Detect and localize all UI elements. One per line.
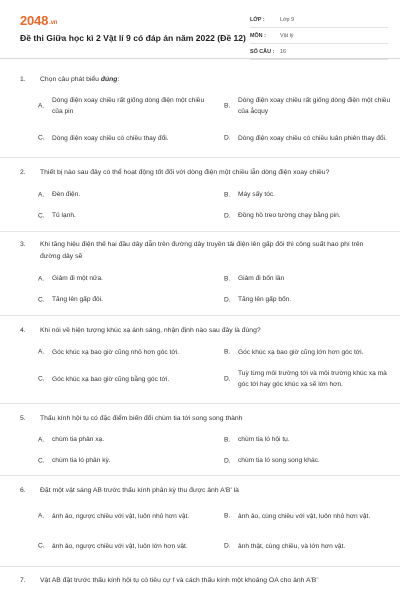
- option-text: Dòng điện xoay chiều rất giống dòng điện một chiều của pin: [52, 97, 205, 115]
- option-d[interactable]: [224, 127, 396, 149]
- option-text: ảnh thật, cùng chiều, và lớn hơn vật.: [238, 542, 346, 550]
- option-a[interactable]: [38, 505, 210, 527]
- option-text: Giảm đi bốn lần: [238, 275, 285, 282]
- option-letter: D.: [224, 457, 231, 464]
- question-5: [0, 413, 400, 476]
- question-text-part: Thấu kính hội tụ có đặc điểm biến đổi chùm tia tới song song thành: [40, 415, 243, 422]
- question-number: 4.: [20, 327, 26, 334]
- option-letter: B.: [224, 275, 231, 282]
- option-d[interactable]: [224, 210, 396, 221]
- option-b[interactable]: [224, 189, 396, 200]
- options-grid: [0, 273, 400, 305]
- option-text: ảnh ảo, ngược chiều với vật, luôn nhỏ hơn vật.: [52, 512, 190, 520]
- option-text: chùm tia phản xạ.: [52, 436, 105, 443]
- option-text: Góc khúc xạ bao giờ cũng lớn hơn góc tới.: [238, 348, 364, 356]
- option-text: ảnh ảo, ngược chiều với vật, luôn lớn hơn vật.: [52, 542, 188, 550]
- question-number: 5.: [20, 415, 26, 422]
- option-text: Góc khúc xạ bao giờ cũng nhỏ hơn góc tới.: [52, 348, 179, 356]
- option-letter: C.: [38, 296, 45, 303]
- meta-row-class: [250, 12, 388, 28]
- option-letter: B.: [224, 102, 231, 110]
- option-letter: A.: [38, 102, 45, 110]
- option-text: Tủ lạnh.: [52, 212, 76, 219]
- option-d[interactable]: [224, 362, 396, 396]
- option-text: Tuỳ từng môi trường tới và môi trường khúc xạ mà góc tới hay góc khúc xạ sẽ lớn hơn.: [238, 370, 387, 388]
- option-c[interactable]: [38, 127, 210, 149]
- question-4: [0, 325, 400, 404]
- option-text: Giảm đi một nửa.: [52, 275, 103, 282]
- option-c[interactable]: [38, 362, 210, 396]
- meta-value: 16: [280, 48, 286, 55]
- exam-title: Đề thi Giữa học kì 2 Vật lí 9 có đáp án năm 2022 (Đề 12): [20, 33, 246, 43]
- question-divider: [0, 475, 400, 476]
- question-3: [0, 239, 400, 316]
- option-letter: A.: [38, 275, 45, 282]
- option-letter: B.: [224, 348, 231, 356]
- option-letter: A.: [38, 512, 45, 520]
- question-2: [0, 167, 400, 232]
- option-letter: D.: [224, 375, 231, 383]
- question-text: [0, 74, 400, 86]
- question-number: 2.: [20, 169, 26, 176]
- option-text: ảnh ảo, cùng chiều với vật, luôn nhỏ hơn vật.: [238, 512, 371, 520]
- meta-key: MÔN :: [250, 32, 266, 39]
- option-a[interactable]: [38, 273, 210, 284]
- option-text: Đồng hồ treo tường chạy bằng pin.: [238, 212, 341, 219]
- option-c[interactable]: [38, 455, 210, 466]
- question-7: [0, 575, 400, 587]
- option-b[interactable]: [224, 346, 396, 358]
- options-grid: [0, 346, 400, 396]
- question-text-part: Khi nói về hiện tượng khúc xạ ánh sáng, nhận định nào sau đây là đúng?: [40, 327, 261, 334]
- logo-text: 2048: [20, 13, 49, 28]
- meta-key: SỐ CÂU :: [250, 48, 275, 55]
- option-text: Tăng lên gấp đôi.: [52, 296, 103, 303]
- meta-value: Vật lý: [280, 32, 294, 39]
- question-text: [0, 575, 400, 587]
- question-number: 7.: [20, 577, 26, 584]
- option-a[interactable]: [38, 95, 210, 117]
- option-a[interactable]: [38, 189, 210, 200]
- option-a[interactable]: [38, 346, 210, 358]
- option-c[interactable]: [38, 210, 210, 221]
- exam-meta: [250, 12, 388, 60]
- options-grid: [0, 505, 400, 557]
- question-text: [0, 325, 400, 337]
- logo-suffix: .vn: [49, 20, 58, 26]
- page-header: [0, 0, 400, 59]
- question-number: 1.: [20, 76, 26, 83]
- question-number: 6.: [20, 487, 26, 494]
- question-6: [0, 485, 400, 567]
- option-d[interactable]: [224, 455, 396, 466]
- option-text: chùm tia ló song song khác.: [238, 457, 320, 464]
- option-text: Dòng điện xoay chiều có chiều luân phiên thay đổi.: [238, 134, 387, 142]
- option-letter: B.: [224, 436, 231, 443]
- option-letter: B.: [224, 191, 231, 198]
- question-text: [0, 239, 400, 263]
- option-letter: D.: [224, 212, 231, 219]
- question-1: [0, 74, 400, 158]
- question-number: 3.: [20, 241, 26, 248]
- option-c[interactable]: [38, 294, 210, 305]
- option-letter: C.: [38, 542, 45, 550]
- option-letter: C.: [38, 457, 45, 464]
- option-letter: A.: [38, 191, 45, 198]
- question-text: [0, 167, 400, 179]
- option-text: Máy sấy tóc.: [238, 191, 276, 198]
- site-logo[interactable]: [20, 13, 57, 28]
- question-text: [0, 485, 400, 497]
- option-text: Dòng điện xoay chiều rất giống dòng điện một chiều của ắcquy: [238, 97, 391, 115]
- option-c[interactable]: [38, 535, 210, 557]
- question-text-part: Chọn câu phát biểu: [40, 76, 101, 83]
- question-text: [0, 413, 400, 425]
- question-text-part: Đặt một vật sáng AB trước thấu kính phân kỳ thu được ảnh A'B' là: [40, 487, 239, 494]
- option-b[interactable]: [224, 505, 396, 527]
- option-b[interactable]: [224, 273, 396, 284]
- option-letter: C.: [38, 212, 45, 219]
- question-divider: [0, 566, 400, 567]
- option-text: chùm tia ló hội tụ.: [238, 436, 290, 443]
- question-text-part: Vật AB đặt trước thấu kính hội tụ có tiêu cự f và cách thấu kính một khoảng OA cho ảnh A'B': [40, 577, 318, 584]
- option-text: Tăng lên gấp bốn.: [238, 296, 292, 303]
- option-letter: B.: [224, 512, 231, 520]
- option-letter: A.: [38, 348, 45, 356]
- option-letter: A.: [38, 436, 45, 443]
- question-divider: [0, 157, 400, 158]
- options-grid: [0, 95, 400, 149]
- meta-key: LỚP :: [250, 16, 265, 23]
- option-d[interactable]: [224, 535, 396, 557]
- option-letter: D.: [224, 296, 231, 303]
- option-text: Dòng điện xoay chiều có chiều thay đổi.: [52, 134, 169, 142]
- option-text: Góc khúc xạ bao giờ cũng bằng góc tới.: [52, 375, 170, 383]
- question-list: [0, 74, 400, 587]
- question-divider: [0, 231, 400, 232]
- question-divider: [0, 315, 400, 316]
- option-text: chùm tia ló phân kỳ.: [52, 457, 111, 464]
- option-letter: C.: [38, 134, 45, 142]
- question-text-part: Khi tăng hiệu điện thế hai đầu dây dẫn trên đường dây truyền tải điện lên gấp đôi thì công suất hao phí trên đường dây sẽ: [40, 241, 364, 260]
- option-d[interactable]: [224, 294, 396, 305]
- option-text: Đèn điện.: [52, 191, 81, 198]
- question-emphasis: đúng: [100, 76, 118, 83]
- options-grid: [0, 189, 400, 221]
- option-b[interactable]: [224, 95, 396, 117]
- question-text-part: Thiết bị nào sau đây có thể hoạt động tốt đối với dòng điện một chiều lẫn dòng điện xoay chiều?: [40, 169, 330, 176]
- meta-value: Lớp 9: [280, 16, 295, 23]
- question-text-part: :: [117, 76, 120, 83]
- option-letter: C.: [38, 375, 45, 383]
- meta-row-subject: [250, 28, 388, 44]
- option-letter: D.: [224, 542, 231, 550]
- option-a[interactable]: [38, 434, 210, 445]
- option-b[interactable]: [224, 434, 396, 445]
- option-letter: D.: [224, 134, 231, 142]
- question-divider: [0, 403, 400, 404]
- meta-row-count: [250, 44, 388, 60]
- options-grid: [0, 434, 400, 466]
